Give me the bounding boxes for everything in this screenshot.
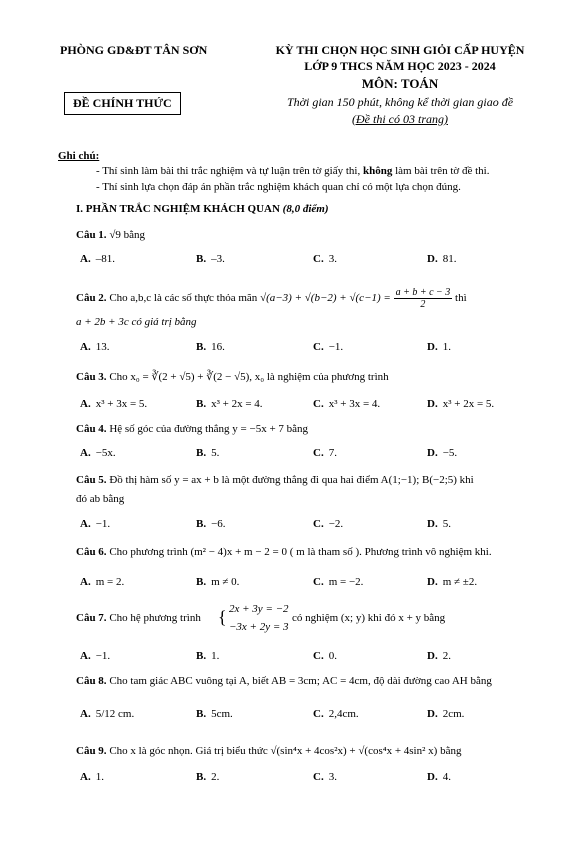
question-4: [76, 423, 308, 435]
question-label: Câu 1.: [76, 229, 107, 241]
question-6: [76, 546, 492, 558]
option-text: 2.: [211, 771, 220, 783]
option-letter: A.: [80, 576, 91, 588]
section-heading: [76, 203, 329, 215]
option-text: x³ + 3x = 4.: [328, 398, 381, 410]
option-letter: A.: [80, 650, 91, 662]
department-name: PHÒNG GD&ĐT TÂN SƠN: [60, 43, 208, 57]
option-letter: B.: [196, 576, 207, 588]
option-a: [80, 447, 116, 459]
grade-year: LỚP 9 THCS NĂM HỌC 2023 - 2024: [304, 59, 496, 73]
question-label: Câu 4.: [76, 423, 107, 435]
option-letter: B.: [196, 518, 207, 530]
option-text: 7.: [328, 447, 337, 459]
option-a: [80, 650, 110, 662]
option-b: [196, 253, 225, 265]
option-text: 3.: [328, 771, 337, 783]
option-b: [196, 576, 239, 588]
option-d: [427, 518, 451, 530]
option-text: 16.: [211, 341, 225, 353]
question-text: Hệ số góc của đường thẳng y = −5x + 7 bằng: [109, 423, 309, 435]
note-text: - Thí sinh làm bài thi trắc nghiệm và tự luận trên tờ giấy thi,: [96, 165, 363, 177]
option-d: [427, 650, 451, 662]
note-line-2: - Thí sinh lựa chọn đáp án phần trắc nghiệm khách quan chỉ có một lựa chọn đúng.: [96, 181, 461, 193]
option-text: −1.: [328, 341, 344, 353]
section-points: (8,0 điểm): [282, 203, 329, 215]
section-title: I. PHẦN TRẮC NGHIỆM KHÁCH QUAN: [76, 203, 280, 215]
option-c: [313, 650, 337, 662]
option-text: 2.: [442, 650, 451, 662]
page-count: (Đề thi có 03 trang): [352, 112, 448, 126]
option-text: x³ + 2x = 4.: [211, 398, 263, 410]
option-text: 4.: [442, 771, 451, 783]
question-text: thì: [455, 292, 467, 305]
question-text: Cho a,b,c là các số thực thỏa mãn: [109, 292, 258, 305]
system-brace: {: [218, 607, 227, 627]
option-letter: C.: [313, 447, 324, 459]
option-text: −5x.: [95, 447, 116, 459]
equation-2: −3x + 2y = 3: [229, 621, 289, 633]
option-letter: B.: [196, 650, 207, 662]
option-text: 1.: [95, 771, 104, 783]
question-9: [76, 745, 461, 757]
question-7-tail: có nghiệm (x; y) khi đó x + y bằng: [292, 612, 446, 624]
subject: MÔN: TOÁN: [361, 76, 439, 91]
option-a: [80, 518, 110, 530]
question-label: Câu 7.: [76, 612, 107, 624]
equation-1: 2x + 3y = −2: [229, 603, 289, 615]
option-b: [196, 518, 226, 530]
option-c: [313, 341, 343, 353]
option-text: 5.: [211, 447, 220, 459]
option-letter: A.: [80, 518, 91, 530]
question-1: [76, 229, 145, 241]
time-allowed: Thời gian 150 phút, không kể thời gian giao đề: [286, 95, 514, 109]
fraction: [394, 287, 453, 310]
option-text: x³ + 2x = 5.: [442, 398, 495, 410]
option-text: m = 2.: [95, 576, 125, 588]
option-text: 1.: [211, 650, 220, 662]
option-text: −6.: [211, 518, 226, 530]
question-text: √9 bằng: [109, 229, 145, 241]
option-letter: B.: [196, 341, 207, 353]
option-text: –3.: [211, 253, 225, 265]
option-letter: C.: [313, 708, 324, 720]
option-letter: D.: [427, 518, 438, 530]
option-c: [313, 253, 337, 265]
option-letter: D.: [427, 771, 438, 783]
notes-label: Ghi chú:: [58, 150, 100, 162]
question-label: Câu 9.: [76, 745, 107, 757]
question-text: Cho hệ phương trình: [109, 612, 201, 624]
option-text: −2.: [328, 518, 344, 530]
option-c: [313, 576, 363, 588]
option-a: [80, 398, 147, 410]
option-letter: A.: [80, 341, 91, 353]
question-8: [76, 675, 492, 687]
option-a: [80, 708, 134, 720]
question-7: [76, 612, 201, 624]
option-a: [80, 341, 109, 353]
option-letter: B.: [196, 771, 207, 783]
option-c: [313, 518, 343, 530]
option-text: 5.: [442, 518, 451, 530]
option-d: [427, 771, 451, 783]
option-letter: D.: [427, 708, 438, 720]
option-letter: A.: [80, 708, 91, 720]
option-a: [80, 253, 115, 265]
question-label: Câu 5.: [76, 474, 107, 486]
option-text: 2cm.: [442, 708, 465, 720]
option-letter: D.: [427, 576, 438, 588]
option-d: [427, 576, 477, 588]
option-letter: C.: [313, 341, 324, 353]
exam-title: KỲ THI CHỌN HỌC SINH GIỎI CẤP HUYỆN: [275, 43, 525, 57]
option-text: 1.: [442, 341, 451, 353]
option-text: 13.: [95, 341, 110, 353]
option-d: [427, 708, 464, 720]
option-letter: B.: [196, 447, 207, 459]
option-d: [427, 253, 456, 265]
question-text: Cho tam giác ABC vuông tại A, biết AB = 3cm; AC = 4cm, độ dài đường cao AH bằng: [109, 675, 492, 687]
option-letter: C.: [313, 398, 324, 410]
option-letter: D.: [427, 253, 438, 265]
question-text: Cho x₀ = ∛(2 + √5) + ∛(2 − √5), x₀ là nghiệm của phương trình: [109, 371, 389, 383]
math-expression: √(a−3) + √(b−2) + √(c−1) =: [260, 292, 391, 305]
fraction-numerator: a + b + c − 3: [395, 287, 451, 298]
option-a: [80, 771, 104, 783]
option-b: [196, 708, 233, 720]
option-letter: A.: [80, 447, 91, 459]
question-2: [76, 287, 467, 310]
option-text: m ≠ ±2.: [442, 576, 478, 588]
option-c: [313, 708, 359, 720]
option-text: m = −2.: [328, 576, 364, 588]
option-text: 0.: [328, 650, 337, 662]
option-letter: A.: [80, 398, 91, 410]
option-text: x³ + 3x = 5.: [95, 398, 148, 410]
question-text: Cho x là góc nhọn. Giá trị biểu thức √(sin⁴x + 4cos²x) + √(cos⁴x + 4sin² x) bằng: [109, 745, 462, 757]
option-b: [196, 650, 219, 662]
option-letter: D.: [427, 398, 438, 410]
option-c: [313, 771, 337, 783]
question-text: Đồ thị hàm số y = ax + b là một đường thẳng đi qua hai điểm A(1;−1); B(−2;5) khi: [109, 474, 474, 486]
question-label: Câu 8.: [76, 675, 107, 687]
question-text: Cho phương trình (m² − 4)x + m − 2 = 0 ( m là tham số ). Phương trình vô nghiệm khi.: [109, 546, 492, 558]
note-emphasis: không: [362, 165, 393, 177]
option-letter: C.: [313, 576, 324, 588]
note-line-1: [96, 165, 489, 177]
fraction-denominator: 2: [420, 299, 426, 310]
option-text: 3.: [328, 253, 337, 265]
option-text: 2,4cm.: [328, 708, 359, 720]
option-letter: A.: [80, 253, 91, 265]
option-text: m ≠ 0.: [211, 576, 240, 588]
option-text: −5.: [442, 447, 458, 459]
option-letter: D.: [427, 447, 438, 459]
option-text: –81.: [95, 253, 115, 265]
option-letter: C.: [313, 518, 324, 530]
option-text: 5/12 cm.: [95, 708, 135, 720]
question-5-line-2: đó ab bằng: [76, 493, 125, 505]
question-label: Câu 2.: [76, 292, 107, 305]
question-2-line-2: a + 2b + 3c có giá trị bằng: [76, 316, 197, 328]
option-text: −1.: [95, 650, 111, 662]
option-letter: B.: [196, 398, 207, 410]
question-3: [76, 370, 389, 383]
option-text: 5cm.: [211, 708, 233, 720]
option-text: 81.: [442, 253, 457, 265]
option-c: [313, 398, 380, 410]
question-label: Câu 3.: [76, 371, 107, 383]
option-letter: B.: [196, 253, 207, 265]
question-5: [76, 474, 474, 486]
option-letter: D.: [427, 341, 438, 353]
option-letter: C.: [313, 650, 324, 662]
official-label: ĐỀ CHÍNH THỨC: [64, 92, 181, 115]
option-letter: D.: [427, 650, 438, 662]
option-b: [196, 771, 219, 783]
option-letter: B.: [196, 708, 207, 720]
option-b: [196, 341, 225, 353]
option-letter: C.: [313, 253, 324, 265]
note-text: làm bài trên tờ đề thi.: [392, 165, 490, 177]
option-d: [427, 341, 451, 353]
option-b: [196, 447, 219, 459]
question-label: Câu 6.: [76, 546, 107, 558]
option-letter: A.: [80, 771, 91, 783]
option-c: [313, 447, 337, 459]
option-a: [80, 576, 124, 588]
option-b: [196, 398, 263, 410]
option-d: [427, 447, 457, 459]
option-text: −1.: [95, 518, 111, 530]
option-letter: C.: [313, 771, 324, 783]
option-d: [427, 398, 494, 410]
